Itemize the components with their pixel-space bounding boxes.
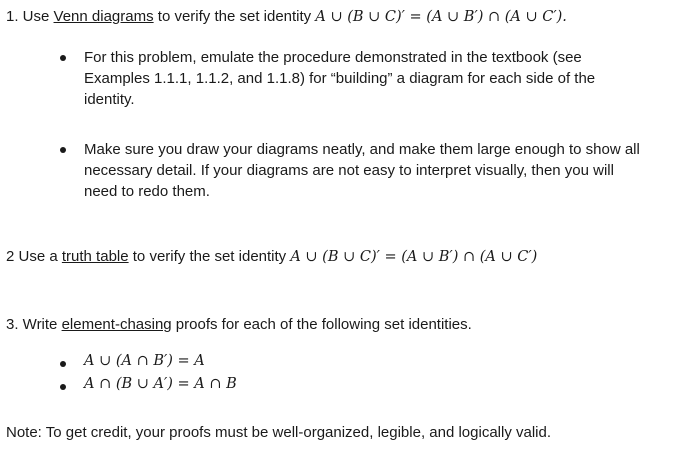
q1-bullet-1-line-3: identity. bbox=[84, 91, 135, 108]
question-2 bbox=[6, 248, 537, 265]
q3-item-2: A ∩ (B ∪ A′) = A ∩ B bbox=[84, 376, 237, 392]
q3-suffix: proofs for each of the following set identities. bbox=[171, 316, 472, 333]
question-1 bbox=[6, 8, 567, 25]
q2-truth-table-link: truth table bbox=[61, 248, 129, 265]
q1-bullet-1 bbox=[84, 47, 595, 110]
q1-bullet-2 bbox=[84, 139, 640, 202]
bullet-dot bbox=[60, 361, 66, 367]
q1-middle: to verify the set identity bbox=[153, 8, 316, 25]
q3-item-1: A ∪ (A ∩ B′) = A bbox=[84, 353, 205, 369]
q1-prefix: 1. Use bbox=[6, 8, 54, 25]
q1-bullet-1-line-2: Examples 1.1.1, 1.1.2, and 1.1.8) for “building” a diagram for each side of the bbox=[84, 70, 596, 87]
q3-prefix: 3. Write bbox=[6, 316, 62, 333]
q2-identity: A ∪ (B ∪ C)′ = (A ∪ B′) ∩ (A ∪ C′) bbox=[290, 249, 538, 265]
q3-element-chasing-link: element-chasing bbox=[61, 316, 172, 333]
q2-prefix: 2 Use a bbox=[6, 248, 62, 265]
note: Note: To get credit, your proofs must be well-organized, legible, and logically valid. bbox=[6, 424, 552, 441]
q1-bullet-2-line-1: Make sure you draw your diagrams neatly, and make them large enough to show all bbox=[84, 141, 640, 158]
q1-bullet-1-line-1: For this problem, emulate the procedure demonstrated in the textbook (see bbox=[84, 49, 582, 66]
q1-bullet-2-line-2: necessary detail. If your diagrams are not easy to interpret visually, then you will bbox=[84, 162, 614, 179]
q1-bullet-2-line-3: need to redo them. bbox=[84, 183, 210, 200]
question-3 bbox=[6, 316, 472, 333]
q1-identity: A ∪ (B ∪ C)′ = (A ∪ B′) ∩ (A ∪ C′). bbox=[315, 9, 567, 25]
q2-middle: to verify the set identity bbox=[128, 248, 291, 265]
bullet-dot bbox=[60, 55, 66, 61]
bullet-dot bbox=[60, 147, 66, 153]
q1-venn-link: Venn diagrams bbox=[53, 8, 154, 25]
bullet-dot bbox=[60, 384, 66, 390]
